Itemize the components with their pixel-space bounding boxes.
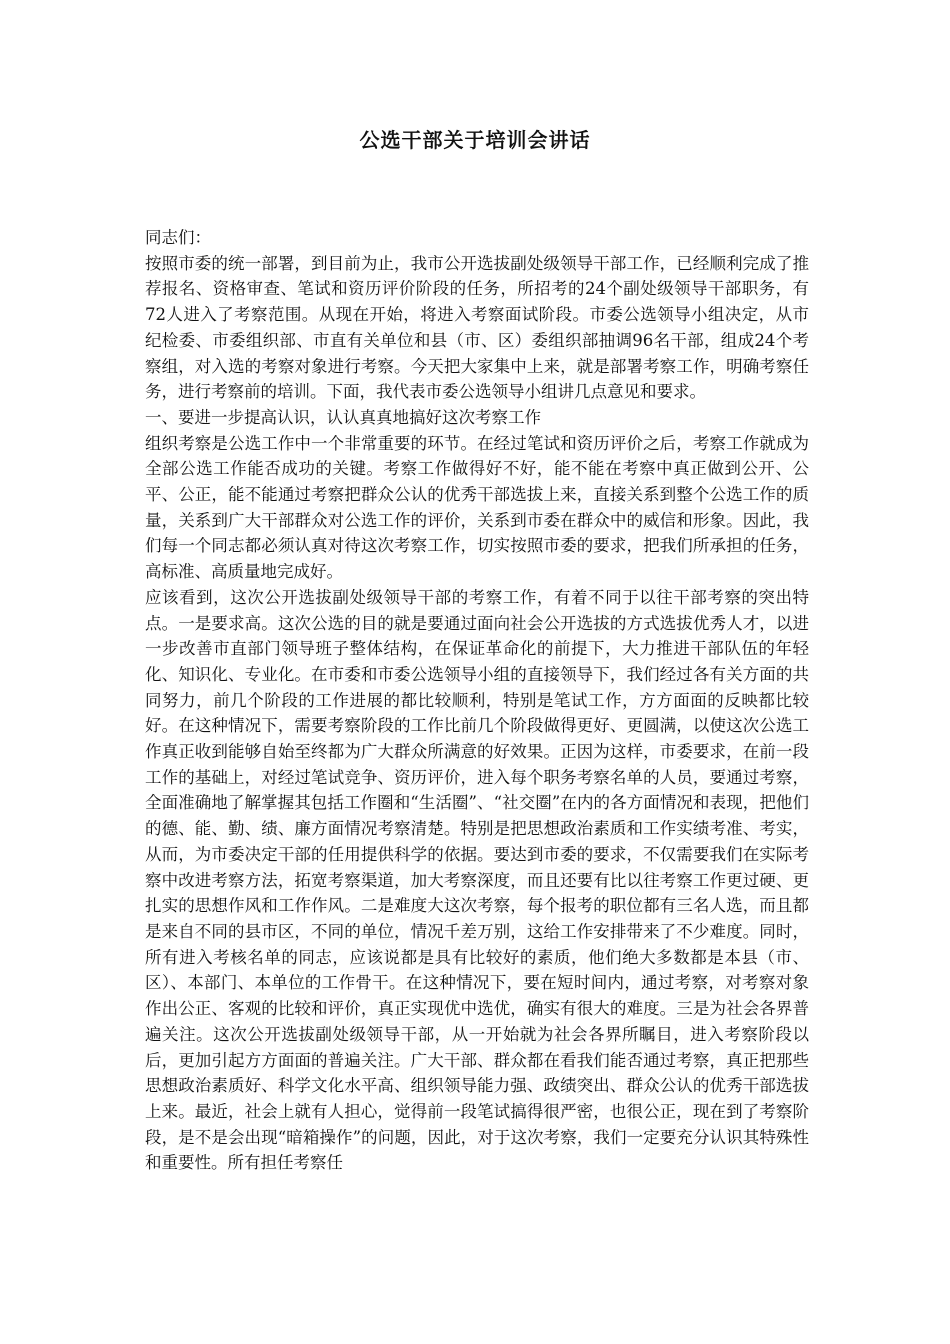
document-title: 公选干部关于培训会讲话 <box>359 128 591 152</box>
salutation: 同志们： <box>145 228 211 247</box>
section-heading-1: 一、要进一步提高认识，认认真真地搞好这次考察工作 <box>145 407 541 427</box>
paragraph-intro: 按照市委的统一部署，到目前为止，我市公开选拔副处级领导干部工作，已经顺利完成了推荐报名、资格审查、笔试和资历评价阶段的任务，所招考的24个副处级领导干部职务，有72人进入了考察范围。从现在开始，将进入考察面试阶段。市委公选领导小组决定，从市纪检委、市委组织部、市直有关单位和县（市、区）委组织部抽调96名干部，组成24个考察组，对入选的考察对象进行考察。今天把大家集中上来，就是部署考察工作，明确考察任务，进行考察前的培训。下面，我代表市委公选领导小组讲几点意见和要求。 <box>145 253 809 402</box>
paragraph-features: 应该看到，这次公开选拔副处级领导干部的考察工作，有着不同于以往干部考察的突出特点。一是要求高。这次公选的目的就是要通过面向社会公开选拔的方式选拔优秀人才，以进一步改善市直部门领导班子整体结构，在保证革命化的前提下，大力推进干部队伍的年轻化、知识化、专业化。在市委和市委公选领导小组的直接领导下，我们经过各有关方面的共同努力，前几个阶段的工作进展的都比较顺利，特别是笔试工作，方方面面的反映都比较好。在这种情况下，需要考察阶段的工作比前几个阶段做得更好、更圆满，以使这次公选工作真正收到能够自始至终都为广大群众所满意的好效果。正因为这样，市委要求，在前一段工作的基础上，对经过笔试竞争、资历评价，进入每个职务考察名单的人员，要通过考察，全面准确地了解掌握其包括工作圈和“生活圈”、“社交圈”在内的各方面情况和表现，把他们的德、能、勤、绩、廉方面情况考察清楚。特别是把思想政治素质和工作实绩考准、考实，从而，为市委决定干部的任用提供科学的依据。要达到市委的要求，不仅需要我们在实际考察中改进考察方法，拓宽考察渠道，加大考察深度，而且还要有比以往考察工作更过硬、更扎实的思想作风和工作作风。二是难度大这次考察，每个报考的职位都有三名人选，而且都是来自不同的县市区，不同的单位，情况千差万别，这给工作安排带来了不少难度。同时，所有进入考核名单的同志，应该说都是具有比较好的素质，他们绝大多数都是本县（市、区）、本部门、本单位的工作骨干。在这种情况下，要在短时间内，通过考察，对考察对象作出公正、客观的比较和评价，真正实现优中选优，确实有很大的难度。三是为社会各界普遍关注。这次公开选拔副处级领导干部，从一开始就为社会各界所瞩目，进入考察阶段以后，更加引起方方面面的普遍关注。广大干部、群众都在看我们能否通过考察，真正把那些思想政治素质好、科学文化水平高、组织领导能力强、政绩突出、群众公认的优秀干部选拔上来。最近，社会上就有人担心，觉得前一段笔试搞得很严密，也很公正，现在到了考察阶段，是不是会出现“暗箱操作”的问题，因此，对于这次考察，我们一定要充分认识其特殊性和重要性。所有担任考察任 <box>145 587 809 1173</box>
document-body <box>145 225 809 1176</box>
paragraph-importance: 组织考察是公选工作中一个非常重要的环节。在经过笔试和资历评价之后，考察工作就成为全部公选工作能否成功的关键。考察工作做得好不好，能不能在考察中真正做到公开、公平、公正，能不能通过考察把群众公认的优秀干部选拔上来，直接关系到整个公选工作的质量，关系到广大干部群众对公选工作的评价，关系到市委在群众中的威信和形象。因此，我们每一个同志都必须认真对待这次考察工作，切实按照市委的要求，把我们所承担的任务，高标准、高质量地完成好。 <box>145 433 809 582</box>
